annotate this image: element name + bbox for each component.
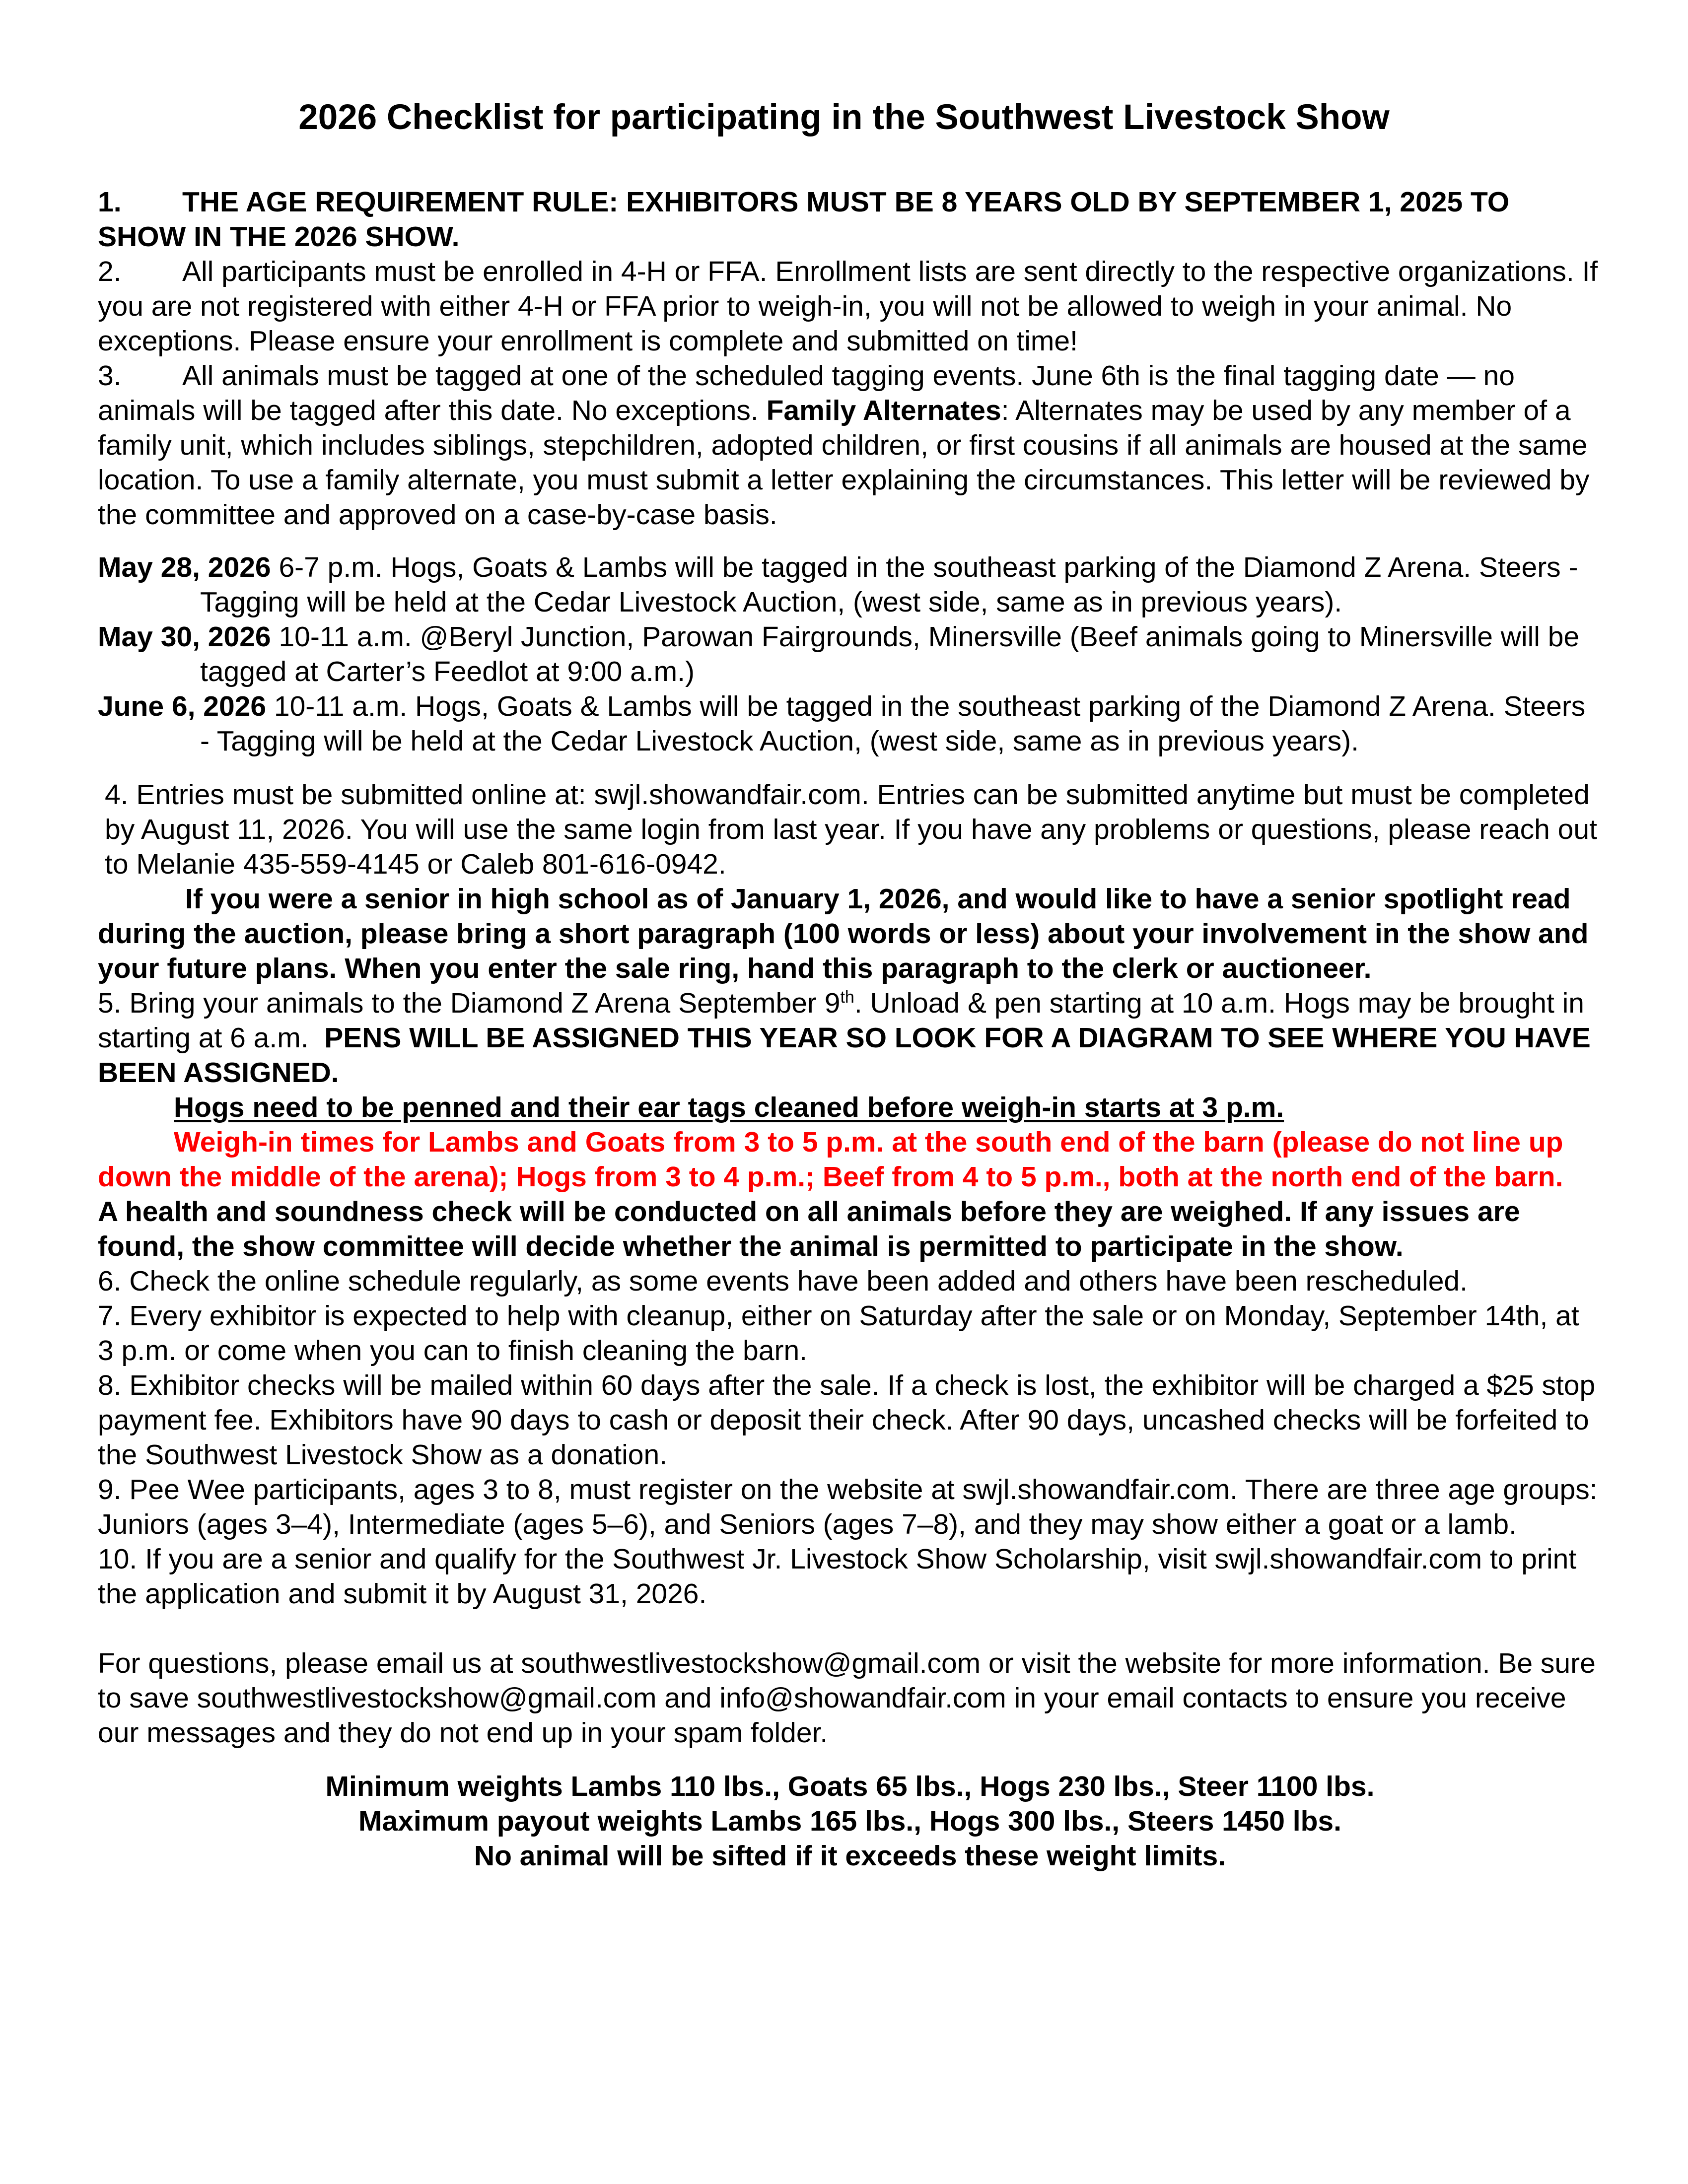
tagging-details: 10-11 a.m. @Beryl Junction, Parowan Fairgrounds, Minersville (Beef animals going to Minersville will be tagged at Carter’s Feedlot at 9:00 a.m.) xyxy=(200,621,1580,687)
item-checks: 8. Exhibitor checks will be mailed within 60 days after the sale. If a check is lost, the exhibitor will be charged a $25 stop payment fee. Exhibitors have 90 days to cash or deposit their check. After 90 days, uncashed checks will be forfeited to the Southwest Livestock Show as a donation. xyxy=(98,1369,1596,1471)
tagging-details: 10-11 a.m. Hogs, Goats & Lambs will be tagged in the southeast parking of the Diamond Z Arena. Steers - Tagging will be held at the Cedar Livestock Auction, (west side, same as in previous years). xyxy=(200,690,1586,757)
tagging-date-item xyxy=(98,619,1602,689)
item-text: All participants must be enrolled in 4-H or FFA. Enrollment lists are sent directly to the respective organizations. If you are not registered with either 4-H or FFA prior to weigh-in, you will not be allowed to weigh in your animal. No exceptions. Please ensure your enrollment is complete and submitted on time! xyxy=(98,256,1598,357)
item-text: : Alternates may be used by any member of a family unit, which includes siblings, stepchildren, adopted children, or first cousins if all animals are housed at the same location. To use a family alternate, you must submit a letter explaining the circumstances. This letter will be reviewed by the committee and approved on a case-by-case basis. xyxy=(98,395,1590,531)
item-text: THE AGE REQUIREMENT RULE: EXHIBITORS MUST BE 8 YEARS OLD BY SEPTEMBER 1, 2025 TO SHOW IN THE 2026 SHOW. xyxy=(98,186,1510,253)
item-number: 2. xyxy=(98,256,122,287)
minimum-weights: Minimum weights Lambs 110 lbs., Goats 65 lbs., Hogs 230 lbs., Steer 1100 lbs. xyxy=(325,1771,1375,1802)
tagging-date: May 30, 2026 xyxy=(98,621,271,653)
item-number: 1. xyxy=(98,186,122,218)
pens-assigned-note: PENS WILL BE ASSIGNED THIS YEAR SO LOOK FOR A DIAGRAM TO SEE WHERE YOU HAVE BEEN ASSIGNED. xyxy=(98,1022,1591,1089)
item-pee-wee: 9. Pee Wee participants, ages 3 to 8, must register on the website at swjl.showandfair.com. There are three age groups: Juniors (ages 3–4), Intermediate (ages 5–6), and Seniors (ages 7–8), and they may show either a goat or a lamb. xyxy=(98,1474,1598,1540)
item-enrollment xyxy=(98,254,1602,358)
maximum-weights: Maximum payout weights Lambs 165 lbs., Hogs 300 lbs., Steers 1450 lbs. xyxy=(358,1805,1341,1837)
tagging-date-item xyxy=(98,689,1602,758)
item-scholarship: 10. If you are a senior and qualify for the Southwest Jr. Livestock Show Scholarship, visit swjl.showandfair.com to print the application and submit it by August 31, 2026. xyxy=(98,1543,1577,1610)
ordinal-suffix: th xyxy=(840,988,854,1007)
weight-limits xyxy=(98,1769,1602,1873)
item-entries: 4. Entries must be submitted online at: swjl.showandfair.com. Entries can be submitted anytime but must be completed by August 11, 2026. You will use the same login from last year. If you have any problems or questions, please reach out to Melanie 435-559-4145 or Caleb 801-616-0942. xyxy=(105,779,1597,880)
item-cleanup: 7. Every exhibitor is expected to help with cleanup, either on Saturday after the sale or on Monday, September 14th, at 3 p.m. or come when you can to finish cleaning the barn. xyxy=(98,1300,1579,1366)
tagging-date-item xyxy=(98,550,1602,619)
hogs-penned-note: Hogs need to be penned and their ear tags cleaned before weigh-in starts at 3 p.m. xyxy=(174,1092,1284,1123)
item-age-requirement xyxy=(98,185,1602,254)
item-arrival: 5. Bring your animals to the Diamond Z Arena September 9th. Unload & pen starting at 10 a.m. Hogs may be brought in starting at 6 a.m. PENS WILL BE ASSIGNED THIS YEAR SO LOOK FOR A DIAGRAM TO SEE WHERE YOU HAVE BEEN ASSIGNED. xyxy=(98,987,1591,1089)
tagging-date: May 28, 2026 xyxy=(98,551,271,583)
item-schedule: 6. Check the online schedule regularly, as some events have been added and others have been rescheduled. xyxy=(98,1265,1468,1297)
weight-limit-note: No animal will be sifted if it exceeds these weight limits. xyxy=(474,1840,1226,1872)
tagging-date: June 6, 2026 xyxy=(98,690,267,722)
health-check-note: A health and soundness check will be conducted on all animals before they are weighed. If any issues are found, the show committee will decide whether the animal is permitted to participate in the show. xyxy=(98,1196,1520,1262)
item-text: All animals must be tagged at one of the scheduled tagging events. June 6th is the final tagging date — no animals will be tagged after this date. No exceptions. xyxy=(98,360,1515,426)
contact-info: For questions, please email us at southwestlivestockshow@gmail.com or visit the website for more information. Be sure to save southwestlivestockshow@gmail.com and info@showandfair.com in your email contacts to ensure you receive our messages and they do not end up in your spam folder. xyxy=(98,1647,1596,1749)
item-number: 3. xyxy=(98,360,122,392)
checklist-body xyxy=(98,185,1602,1873)
item-tagging xyxy=(98,358,1602,532)
page-title: 2026 Checklist for participating in the Southwest Livestock Show xyxy=(298,98,1390,137)
senior-spotlight-note: If you were a senior in high school as of January 1, 2026, and would like to have a senior spotlight read during the auction, please bring a short paragraph (100 words or less) about your involvement in the show and your future plans. When you enter the sale ring, hand this paragraph to the clerk or auctioneer. xyxy=(98,883,1589,984)
family-alternates-label: Family Alternates xyxy=(766,395,1001,426)
tagging-details: 6-7 p.m. Hogs, Goats & Lambs will be tagged in the southeast parking of the Diamond Z Arena. Steers - Tagging will be held at the Cedar Livestock Auction, (west side, same as in previous years). xyxy=(200,551,1578,618)
weigh-in-times-note: Weigh-in times for Lambs and Goats from 3 to 5 p.m. at the south end of the barn (please do not line up down the middle of the arena); Hogs from 3 to 4 p.m.; Beef from 4 to 5 p.m., both at the north end of the barn. xyxy=(98,1126,1563,1193)
